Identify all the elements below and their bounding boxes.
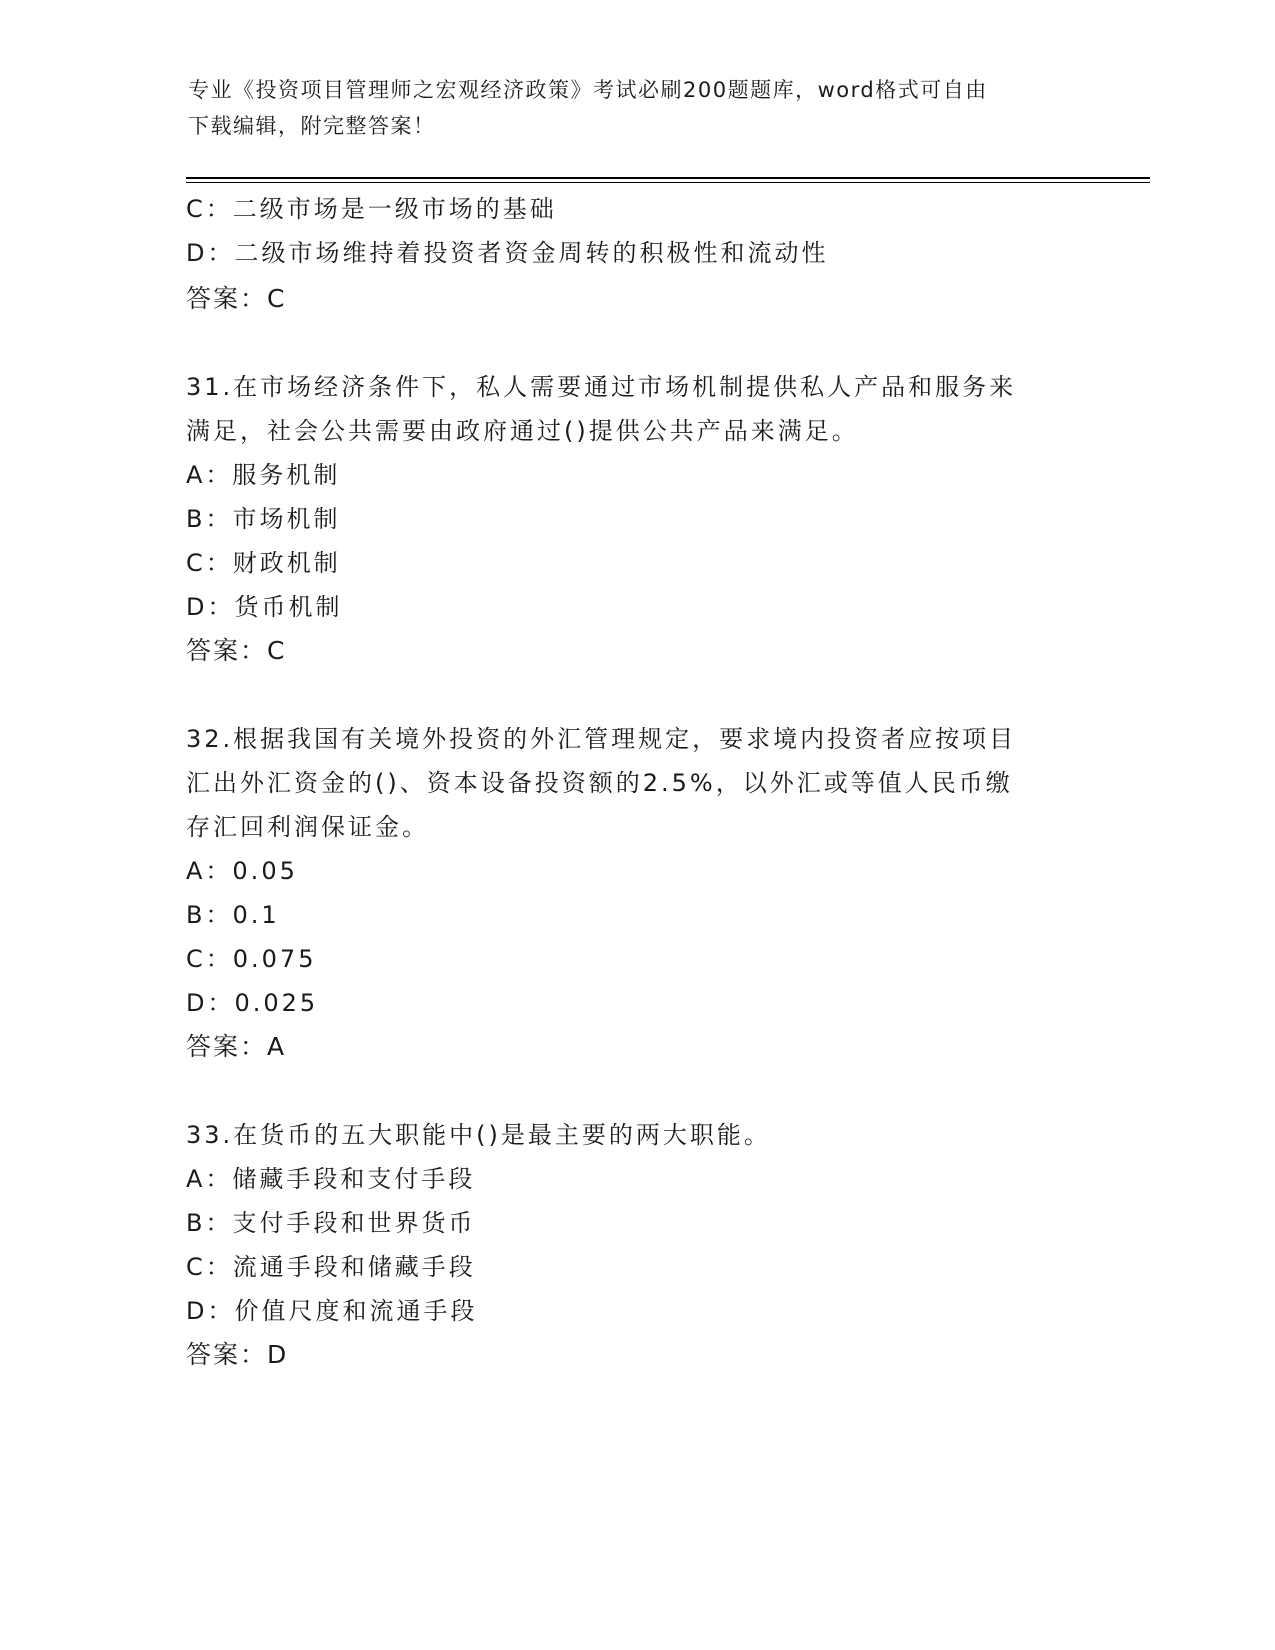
q33-option-c: C：流通手段和储藏手段 bbox=[186, 1253, 476, 1281]
q31-option-d: D：货币机制 bbox=[186, 593, 343, 621]
q33-option-a: A：储藏手段和支付手段 bbox=[186, 1165, 476, 1193]
q33-option-b: B：支付手段和世界货币 bbox=[186, 1209, 476, 1237]
q31-answer: 答案：C bbox=[186, 636, 287, 665]
q32-text-line-3: 存汇回利润保证金。 bbox=[186, 813, 429, 841]
q32-answer: 答案：A bbox=[186, 1032, 287, 1061]
q32-option-d: D：0.025 bbox=[186, 989, 319, 1017]
header-divider-thick bbox=[186, 177, 1150, 179]
q32-option-b: B：0.1 bbox=[186, 901, 280, 929]
q31-text-line-1: 31.在市场经济条件下，私人需要通过市场机制提供私人产品和服务来 bbox=[186, 373, 1017, 401]
prev-option-d: D：二级市场维持着投资者资金周转的积极性和流动性 bbox=[186, 239, 829, 267]
header-divider-thin bbox=[186, 182, 1150, 183]
q31-option-b: B：市场机制 bbox=[186, 505, 341, 533]
q32-text-line-1: 32.根据我国有关境外投资的外汇管理规定，要求境内投资者应按项目 bbox=[186, 725, 1017, 753]
q33-option-d: D：价值尺度和流通手段 bbox=[186, 1297, 478, 1325]
q31-option-c: C：财政机制 bbox=[186, 549, 341, 577]
q32-option-c: C：0.075 bbox=[186, 945, 317, 973]
document-header bbox=[188, 72, 1068, 144]
q32-option-a: A：0.05 bbox=[186, 857, 298, 885]
q32-text-line-2: 汇出外汇资金的()、资本设备投资额的2.5%，以外汇或等值人民币缴 bbox=[186, 769, 1013, 797]
prev-option-c: C：二级市场是一级市场的基础 bbox=[186, 195, 557, 223]
q33-text-line-1: 33.在货币的五大职能中()是最主要的两大职能。 bbox=[186, 1121, 771, 1149]
q31-text-line-2: 满足，社会公共需要由政府通过()提供公共产品来满足。 bbox=[186, 417, 859, 445]
q33-answer: 答案：D bbox=[186, 1340, 289, 1369]
prev-answer: 答案：C bbox=[186, 284, 287, 313]
header-line-1: 专业《投资项目管理师之宏观经济政策》考试必刷200题题库，word格式可自由 bbox=[188, 78, 988, 102]
q31-option-a: A：服务机制 bbox=[186, 461, 341, 489]
header-line-2: 下载编辑，附完整答案！ bbox=[188, 114, 436, 138]
